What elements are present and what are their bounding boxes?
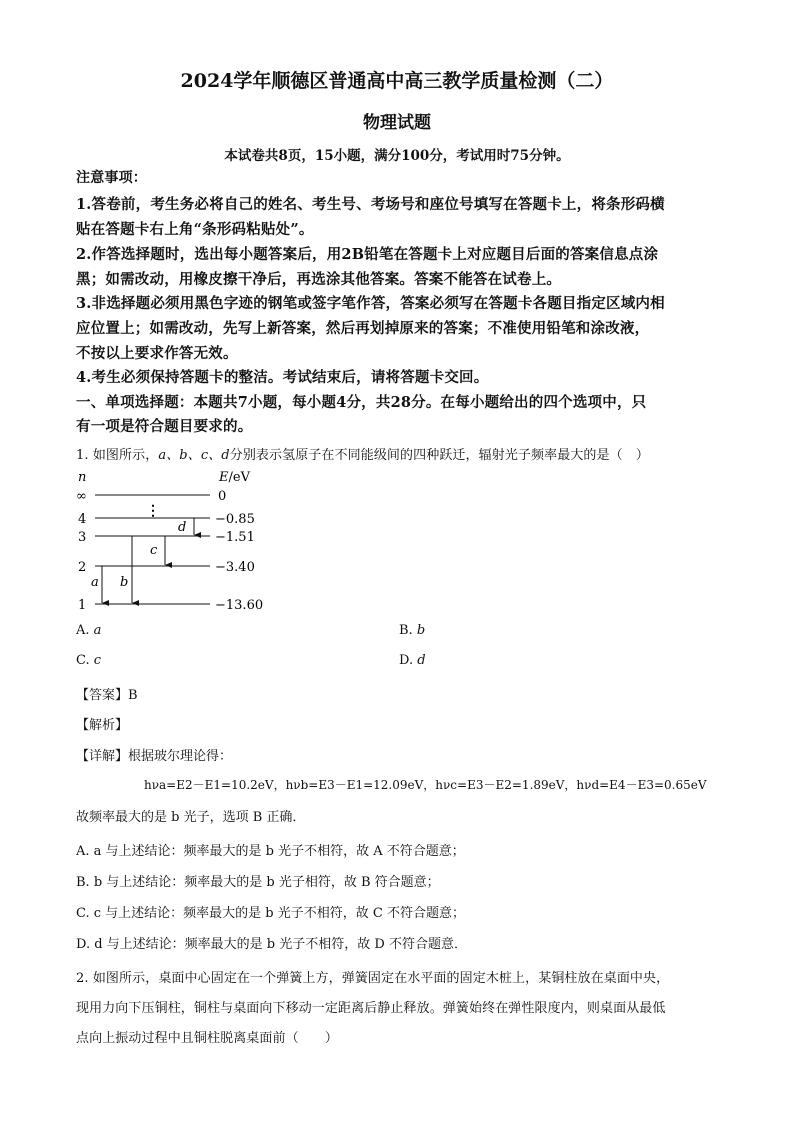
notice-line: 黑；如需改动，用橡皮擦干净后，再选涂其他答案。答案不能答在试卷上。 — [76, 271, 562, 288]
dots-mark: ⋮ — [146, 503, 160, 519]
question-2-line: 点向上振动过程中且铜柱脱离桌面前（ ） — [76, 1031, 339, 1046]
transition-b-label: b — [120, 575, 129, 590]
notice-line: 不按以上要求作答无效。 — [76, 345, 238, 362]
exam-info: 本试卷共8页，15小题，满分100分，考试用时75分钟。 — [224, 148, 570, 164]
detail-label: 【详解】 — [76, 749, 129, 764]
axis-e-label: E/eV — [219, 470, 250, 485]
transition-d-label: d — [178, 520, 187, 535]
level-n-label: 1 — [78, 598, 87, 613]
explanation-d: D. d 与上述结论：频率最大的是 b 光子不相符，故 D 不符合题意． — [76, 937, 467, 952]
explanation-b: B. b 与上述结论：频率最大的是 b 光子相符，故 B 符合题意； — [76, 875, 440, 890]
notice-line: 4.考生必须保持答题卡的整洁。考试结束后，请将答题卡交回。 — [76, 369, 489, 386]
option-d[interactable]: D. d — [399, 653, 426, 668]
transition-a-label: a — [91, 575, 99, 590]
level-e-label: −3.40 — [215, 560, 255, 575]
section-heading-cont: 有一项是符合题目要求的。 — [76, 418, 253, 435]
option-a[interactable]: A. a — [76, 623, 102, 638]
level-n-label: 4 — [78, 512, 87, 527]
answer-value: B — [128, 688, 138, 703]
notice-line: 贴在答题卡右上角“条形码粘贴处”。 — [76, 221, 314, 238]
level-n-label: ∞ — [76, 489, 87, 504]
section-heading: 一、单项选择题：本题共7小题，每小题4分，共28分。在每小题给出的四个选项中，只 — [76, 394, 647, 411]
notice-line: 2.作答选择题时，选出每小题答案后，用2B铅笔在答题卡上对应题目后面的答案信息点涂 — [76, 246, 659, 263]
question-1-stem: 1. 如图所示，a、b、c、d分别表示氢原子在不同能级间的四种跃迁，辐射光子频率最大的是（ ） — [76, 448, 649, 463]
level-e-label: −1.51 — [215, 530, 255, 545]
subject-title: 物理试题 — [363, 113, 431, 133]
explanation-a: A. a 与上述结论：频率最大的是 b 光子不相符，故 A 不符合题意； — [76, 844, 465, 859]
axis-n-label: n — [78, 470, 87, 485]
option-b[interactable]: B. b — [399, 623, 426, 638]
option-c[interactable]: C. c — [76, 653, 102, 668]
question-2-line: 现用力向下压铜柱，铜柱与桌面向下移动一定距离后静止释放。弹簧始终在弹性限度内，则桌面从最低 — [76, 1001, 666, 1016]
level-e-label: −0.85 — [215, 512, 255, 527]
level-e-label: 0 — [218, 489, 227, 504]
notice-line: 应位置上；如需改动，先写上新答案，然后再划掉原来的答案；不准使用铅笔和涂改液， — [76, 320, 650, 337]
level-n-label: 3 — [78, 530, 87, 545]
analysis-label: 【解析】 — [76, 718, 129, 733]
level-e-label: −13.60 — [215, 598, 264, 613]
question-2-line: 2. 如图所示，桌面中心固定在一个弹簧上方，弹簧固定在水平面的固定木桩上，某铜柱放在桌面中央， — [76, 971, 670, 986]
energy-level-diagram — [70, 465, 270, 615]
notice-line: 1.答卷前，考生务必将自己的姓名、考生号、考场号和座位号填写在答题卡上，将条形码横 — [76, 196, 665, 213]
page-title: 2024学年顺德区普通高中高三教学质量检测（二） — [180, 70, 614, 92]
answer-line — [76, 684, 138, 703]
explanation-c: C. c 与上述结论：频率最大的是 b 光子不相符，故 C 不符合题意； — [76, 906, 465, 921]
conclusion-line: 故频率最大的是 b 光子，选项 B 正确． — [76, 810, 306, 825]
level-n-label: 2 — [78, 560, 87, 575]
transition-c-label: c — [150, 543, 158, 558]
formula-line: hνa=E2－E1=10.2eV，hνb=E3－E1=12.09eV，hνc=E3－E2=1.89eV，hνd=E4－E3=0.65eV — [144, 778, 707, 792]
answer-label: 【答案】 — [76, 688, 129, 703]
notice-line: 3.非选择题必须用黑色字迹的钢笔或签字笔作答，答案必须写在答题卡各题目指定区域内相 — [76, 295, 665, 312]
notice-heading: 注意事项： — [76, 170, 147, 186]
detail-line: 【详解】根据玻尔理论得： — [76, 749, 233, 764]
